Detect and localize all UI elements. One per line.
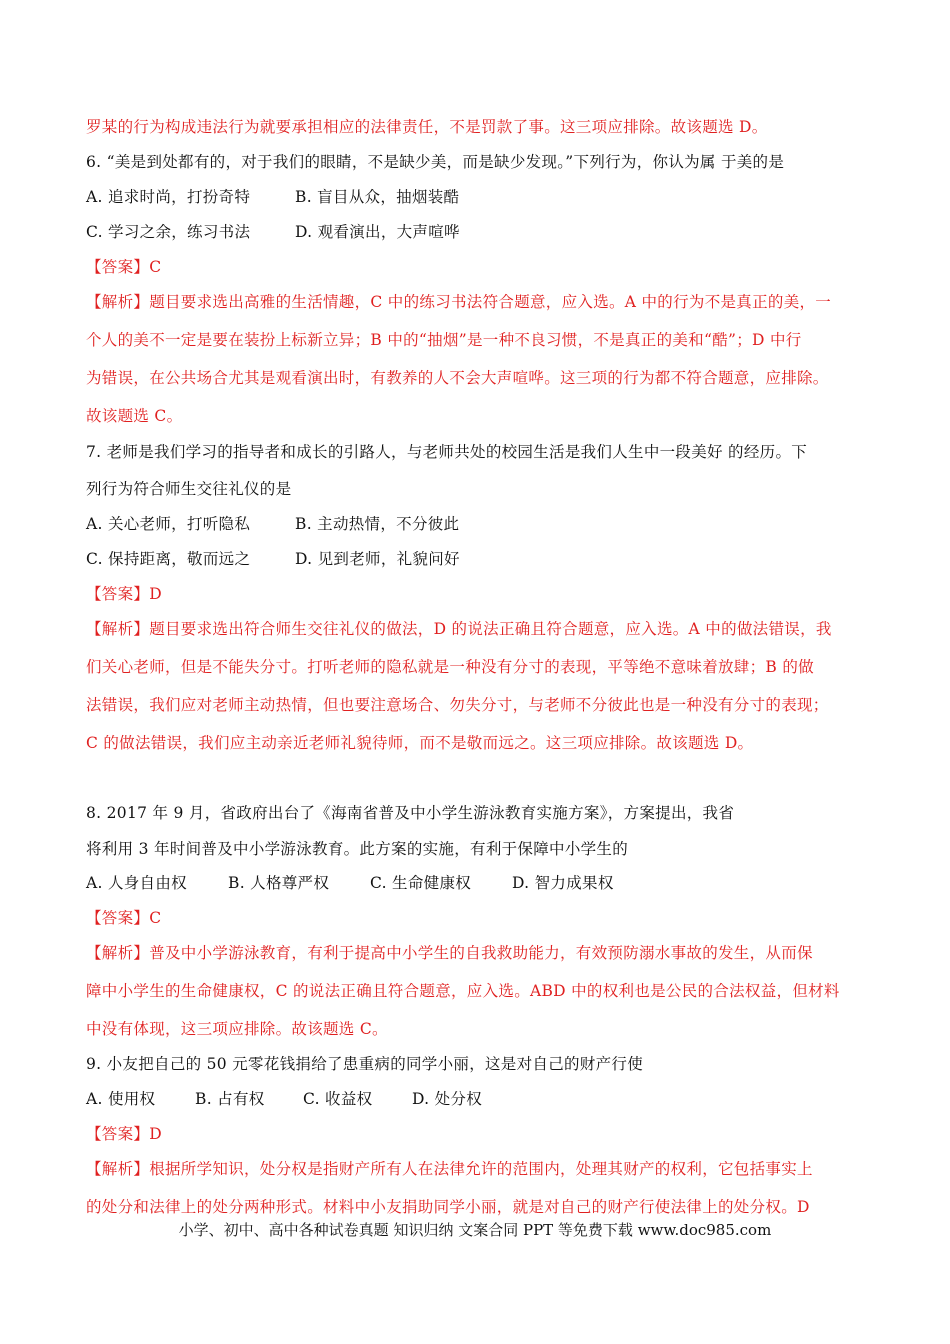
option-b: B. 主动热情，不分彼此 (295, 515, 460, 533)
question-8-analysis-line: 中没有体现，这三项应排除。故该题选 C。 (86, 1020, 388, 1038)
question-8-answer: 【答案】C (86, 909, 162, 927)
question-7-analysis-line: 法错误，我们应对老师主动热情，但也要注意场合、勿失分寸，与老师不分彼此也是一种没有分寸的表现； (86, 696, 829, 714)
question-8-analysis-line: 障中小学生的生命健康权，C 的说法正确且符合题意，应入选。ABD 中的权利也是公民的合法权益，但材料 (86, 982, 840, 1000)
option-b: B. 人格尊严权 (228, 874, 330, 892)
question-6-answer: 【答案】C (86, 258, 162, 276)
option-a: A. 关心老师，打听隐私 (86, 515, 251, 533)
option-c: C. 收益权 (303, 1090, 373, 1108)
question-8-stem: 8. 2017 年 9 月，省政府出台了《海南省普及中小学生游泳教育实施方案》，方案提出，我省 (86, 804, 735, 822)
question-7-stem: 7. 老师是我们学习的指导者和成长的引路人，与老师共处的校园生活是我们人生中一段美好 的经历。下 (86, 443, 808, 461)
option-d: D. 观看演出，大声喧哗 (295, 223, 460, 241)
option-c: C. 保持距离，敬而远之 (86, 550, 251, 568)
question-9-analysis-line: 【解析】根据所学知识，处分权是指财产所有人在法律允许的范围内，处理其财产的权利，它包括事实上 (86, 1160, 813, 1178)
analysis-continuation: 罗某的行为构成违法行为就要承担相应的法律责任，不是罚款了事。这三项应排除。故该题选 D。 (86, 118, 768, 136)
option-d: D. 见到老师，礼貌问好 (295, 550, 460, 568)
page-footer: 小学、初中、高中各种试卷真题 知识归纳 文案合同 PPT 等免费下载 www.doc985.com (178, 1221, 772, 1239)
question-9-stem: 9. 小友把自己的 50 元零花钱捐给了患重病的同学小丽，这是对自己的财产行使 (86, 1055, 643, 1073)
option-b: B. 盲目从众，抽烟装酷 (295, 188, 460, 206)
question-7-analysis-line: 【解析】题目要求选出符合师生交往礼仪的做法，D 的说法正确且符合题意，应入选。A 中的做法错误，我 (86, 620, 832, 638)
option-a: A. 追求时尚，打扮奇特 (86, 188, 251, 206)
option-d: D. 智力成果权 (512, 874, 614, 892)
question-6-analysis-line: 【解析】题目要求选出高雅的生活情趣，C 中的练习书法符合题意，应入选。A 中的行为不是真正的美，一 (86, 293, 832, 311)
question-7-stem: 列行为符合师生交往礼仪的是 (86, 480, 292, 498)
question-9-answer: 【答案】D (86, 1125, 162, 1143)
question-8-analysis-line: 【解析】普及中小学游泳教育，有利于提高中小学生的自我救助能力，有效预防溺水事故的发生，从而保 (86, 944, 813, 962)
question-6-analysis-line: 个人的美不一定是要在装扮上标新立异；B 中的“抽烟”是一种不良习惯，不是真正的美和“酷”；D 中行 (86, 331, 802, 349)
question-9-analysis-line: 的处分和法律上的处分两种形式。材料中小友捐助同学小丽，就是对自己的财产行使法律上的处分权。D (86, 1198, 810, 1216)
option-d: D. 处分权 (412, 1090, 483, 1108)
option-b: B. 占有权 (195, 1090, 265, 1108)
question-7-analysis-line: 们关心老师，但是不能失分寸。打听老师的隐私就是一种没有分寸的表现，平等绝不意味着放肆；B 的做 (86, 658, 814, 676)
option-a: A. 使用权 (86, 1090, 156, 1108)
question-6-analysis-line: 为错误，在公共场合尤其是观看演出时，有教养的人不会大声喧哗。这三项的行为都不符合题意，应排除。 (86, 369, 829, 387)
question-8-stem: 将利用 3 年时间普及中小学游泳教育。此方案的实施，有利于保障中小学生的 (86, 840, 629, 858)
question-6-stem: 6. “美是到处都有的，对于我们的眼睛，不是缺少美，而是缺少发现。”下列行为，你认为属 于美的是 (86, 153, 785, 171)
question-7-answer: 【答案】D (86, 585, 162, 603)
question-7-analysis-line: C 的做法错误，我们应主动亲近老师礼貌待师，而不是敬而远之。这三项应排除。故该题选 D。 (86, 734, 754, 752)
option-c: C. 学习之余，练习书法 (86, 223, 251, 241)
question-6-analysis-line: 故该题选 C。 (86, 407, 183, 425)
option-a: A. 人身自由权 (86, 874, 187, 892)
option-c: C. 生命健康权 (370, 874, 472, 892)
